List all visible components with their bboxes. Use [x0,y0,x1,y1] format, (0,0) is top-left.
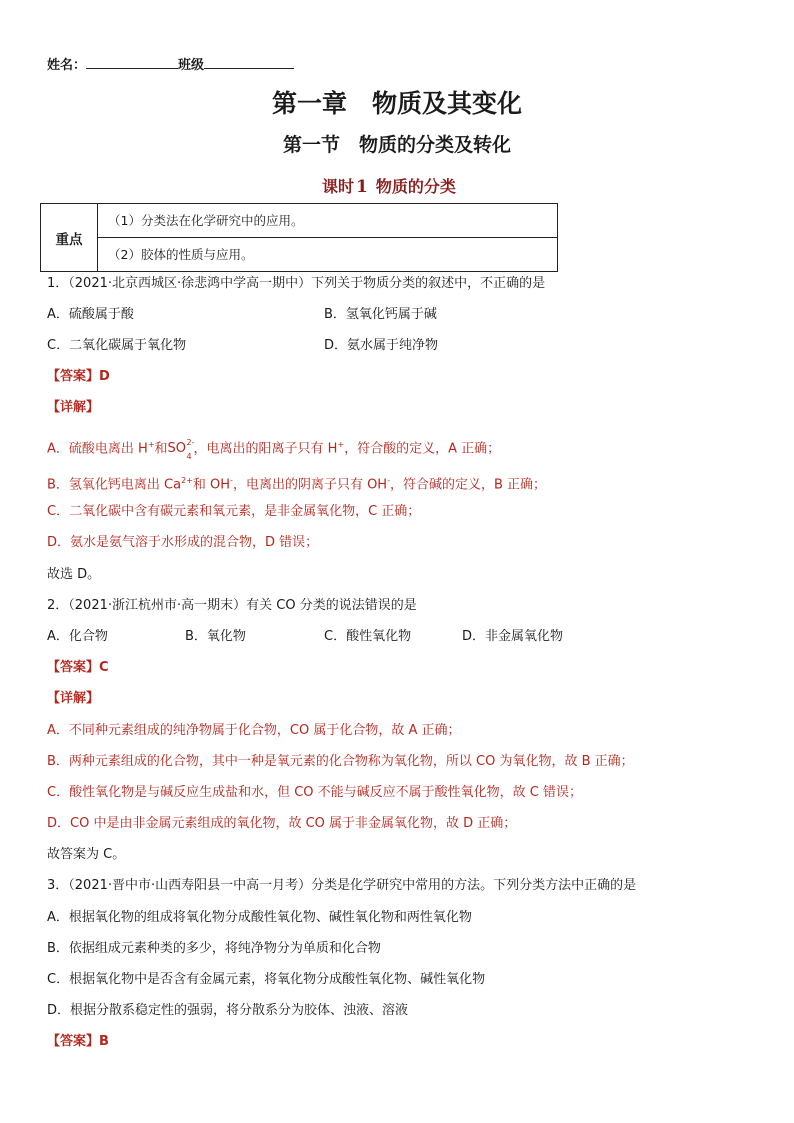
lesson-title [322,174,456,197]
lesson-number: 1 [356,177,368,197]
q2-option-c: C．酸性氧化物 [324,629,412,644]
q2-conclusion: 故答案为 C。 [47,847,126,862]
q3-option-c: C．根据氧化物中是否含有金属元素，将氧化物分成酸性氧化物、碱性氧化物 [47,972,486,987]
focus-item: （1）分类法在化学研究中的应用。 [98,204,558,238]
lesson-prefix: 课时 [322,177,355,196]
q1-option-d: D．氨水属于纯净物 [324,338,439,353]
q2-stem: 2．（2021·浙江杭州市·高一期末）有关 CO 分类的说法错误的是 [47,598,417,613]
q3-option-a: A．根据氧化物的组成将氧化物分成酸性氧化物、碱性氧化物和两性氧化物 [47,910,472,925]
focus-label: 重点 [41,204,98,272]
name-label: 姓名： [47,58,87,73]
q2-option-b: B．氧化物 [185,629,246,644]
q1-option-b: B．氢氧化钙属于碱 [324,307,437,322]
q1-answer: 【答案】D [47,369,110,384]
class-blank[interactable] [204,56,294,69]
q1-option-c: C．二氧化碳属于氧化物 [47,338,187,353]
q2-detail-label: 【详解】 [47,691,100,706]
class-label: 班级 [178,58,205,73]
q2-explain-c: C．酸性氧化物是与碱反应生成盐和水，但 CO 不能与碱反应不属于酸性氧化物，故 C 错误； [47,785,582,800]
name-blank[interactable] [86,56,178,69]
q1-explain-a: A．硫酸电离出 H+和SO 2- 4 ，电离出的阳离子只有 H+，符合酸的定义，A 正确； [47,438,501,462]
q1-conclusion: 故选 D。 [47,567,101,582]
q1-stem: 1．（2021·北京西城区·徐悲鸿中学高一期中）下列关于物质分类的叙述中，不正确的是 [47,276,546,291]
q3-option-b: B．依据组成元素种类的多少，将纯净物分为单质和化合物 [47,941,381,956]
q1-option-a: A．硫酸属于酸 [47,307,134,322]
q1-detail-label: 【详解】 [47,400,100,415]
q2-explain-a: A．不同种元素组成的纯净物属于化合物，CO 属于化合物，故 A 正确； [47,723,461,738]
q2-option-a: A．化合物 [47,629,108,644]
student-info-line [47,54,294,73]
q1-explain-d: D．氨水是氨气溶于水形成的混合物，D 错误； [47,535,319,550]
sulfate-formula: SO 2- 4 [167,438,195,462]
focus-box [40,203,558,272]
q1-explain-b: B．氢氧化钙电离出 $Ca^{2+}$和 OH-，电离出的阴离子只有 OH-，符合碱的定义，B 正确； [47,476,547,493]
section-title: 第一节 物质的分类及转化 [282,134,511,156]
q3-answer: 【答案】B [47,1034,109,1049]
q3-stem: 3．（2021·晋中市·山西寿阳县一中高一月考）分类是化学研究中常用的方法。下列分类方法中正确的是 [47,878,637,893]
q3-option-d: D．根据分散系稳定性的强弱，将分散系分为胶体、浊液、溶液 [47,1003,409,1018]
lesson-name: 物质的分类 [375,177,456,196]
chapter-title: 第一章 物质及其变化 [271,89,522,118]
q2-explain-b: B．两种元素组成的化合物，其中一种是氧元素的化合物称为氧化物，所以 CO 为氧化物，故 B 正确； [47,754,634,769]
q2-explain-d: D．CO 中是由非金属元素组成的氧化物，故 CO 属于非金属氧化物，故 D 正确； [47,816,517,831]
q2-answer: 【答案】C [47,660,109,675]
q2-option-d: D．非金属氧化物 [462,629,564,644]
focus-item: （2）胶体的性质与应用。 [98,238,558,272]
q1-explain-c: C．二氧化碳中含有碳元素和氧元素，是非金属氧化物，C 正确； [47,504,421,519]
